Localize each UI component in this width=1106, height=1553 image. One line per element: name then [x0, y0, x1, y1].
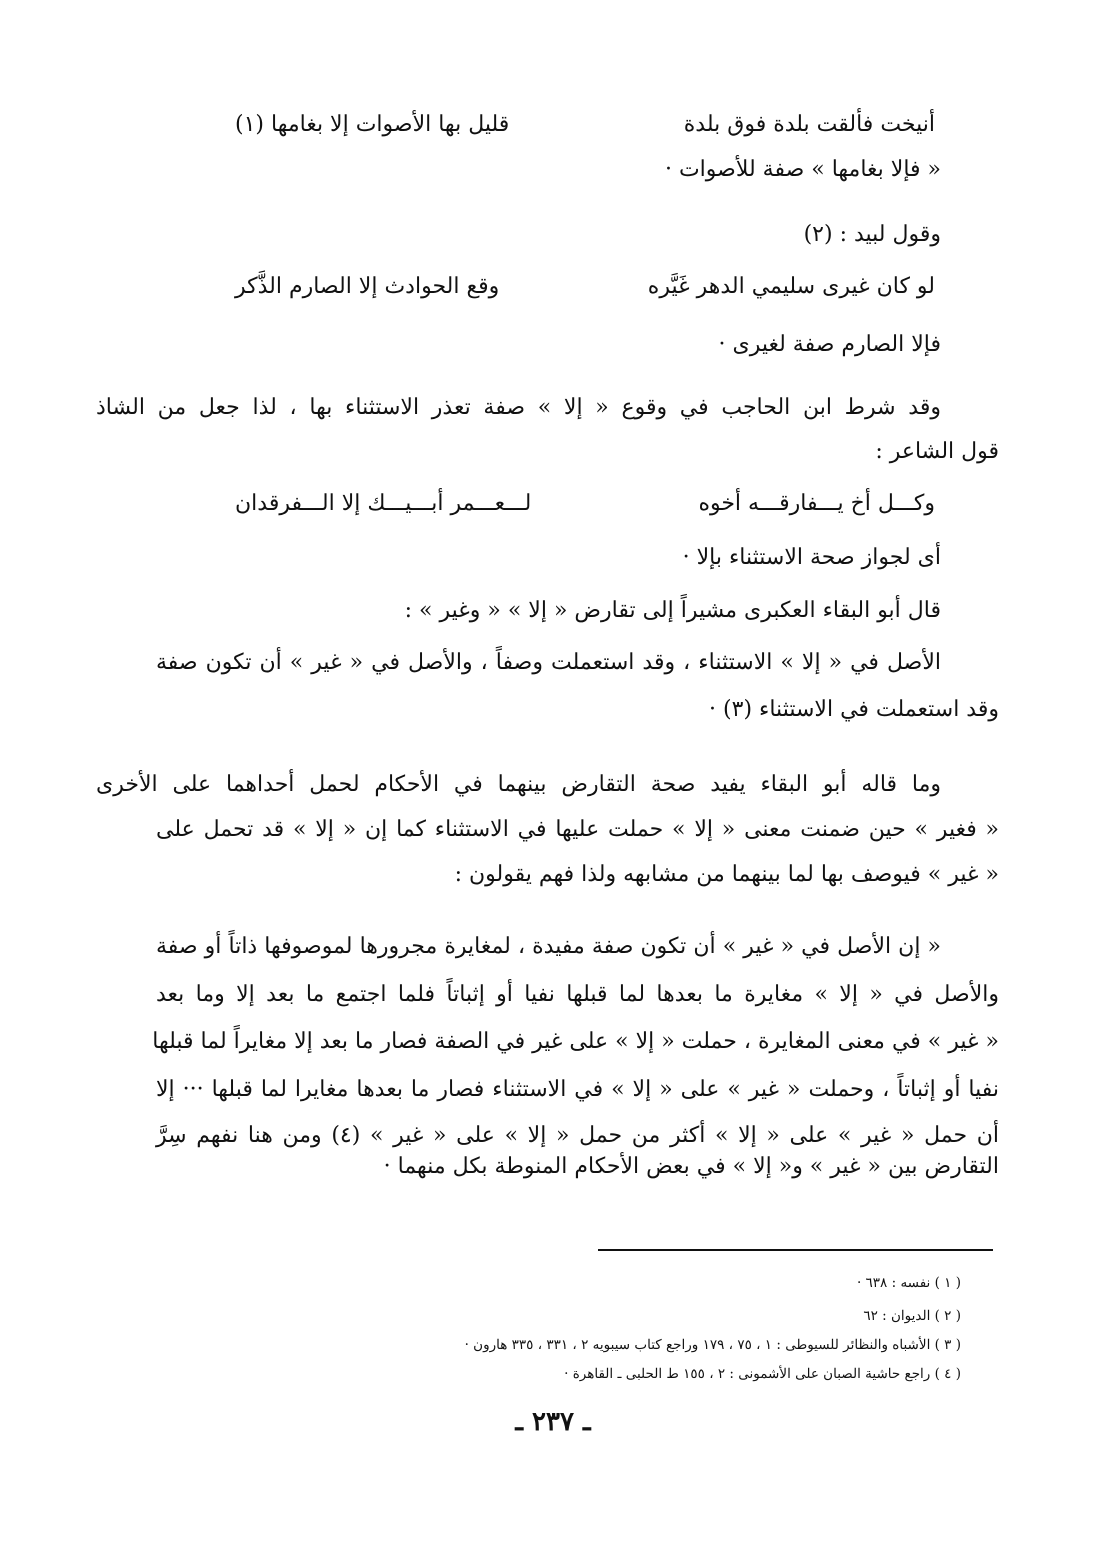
footnote-4: ( ٤ ) راجع حاشية الصبان على الأشمونى : ٢ ، ١٥٥ ط الحلبى ـ القاهرة ·	[564, 1365, 961, 1382]
footnote-1: ( ١ ) نفسه : ٦٣٨ ·	[856, 1274, 961, 1291]
paragraph-3-line-2: « فغير » حين ضمنت معنى « إلا » حملت عليها في الاستثناء كما إن « إلا » قد تحمل على	[156, 817, 999, 842]
footnote-3: ( ٣ ) الأشباه والنظائر للسيوطى : ١ ، ٧٥ ، ١٧٩ وراجع كتاب سيبويه ٢ ، ٣٣١ ، ٣٣٥ هارون ·	[464, 1336, 961, 1353]
verse-2-first-hemistich: لو كان غيرى سليمي الدهر غَيَّره	[647, 274, 935, 299]
paragraph-4-line-5: أن حمل « غير » على « إلا » أكثر من حمل « إلا » على « غير » (٤) ومن هنا نفهم سِرَّ	[156, 1123, 999, 1148]
paragraph-3-line-3: « غير » فيوصف بها لما بينهما من مشابهه ولذا فهم يقولون :	[454, 862, 999, 887]
verse-3	[235, 489, 935, 519]
verse-1	[235, 110, 935, 140]
verse-1-first-hemistich: أنيخت فألقت بلدة فوق بلدة	[683, 112, 935, 137]
paragraph-4-line-1: « إن الأصل في « غير » أن تكون صفة مفيدة ، لمغايرة مجرورها لموصوفها ذاتاً أو صفة	[156, 934, 941, 959]
verse-2	[235, 272, 935, 302]
paragraph-1-line-1: وقد شرط ابن الحاجب في وقوع « إلا » صفة تعذر الاستثناء بها ، لذا جعل من الشاذ	[96, 395, 941, 420]
verse-2-second-hemistich: وقع الحوادث إلا الصارم الذَّكر	[235, 274, 500, 299]
page-number: ـ ٢٣٧ ـ	[515, 1407, 591, 1437]
paragraph-1-line-2: قول الشاعر :	[875, 439, 999, 464]
note-line-3: أى لجواز صحة الاستثناء بإلا ·	[682, 545, 941, 570]
paragraph-3-line-1: وما قاله أبو البقاء يفيد صحة التقارض بينهما في الأحكام لحمل أحداهما على الأخرى	[96, 772, 941, 797]
paragraph-4-line-2: والأصل في « إلا » مغايرة ما بعدها لما قبلها نفيا أو إثباتاً فلما اجتمع ما بعد إلا وما بعد	[156, 982, 999, 1007]
verse-1-second-hemistich: قليل بها الأصوات إلا بغامها (١)	[235, 112, 510, 137]
paragraph-2-line-1: الأصل في « إلا » الاستثناء ، وقد استعملت وصفاً ، والأصل في « غير » أن تكون صفة	[156, 650, 941, 675]
intro-line-labid: وقول لبيد : (٢)	[803, 222, 941, 247]
intro-line-abu-baqa: قال أبو البقاء العكبرى مشيراً إلى تقارض « إلا » « وغير » :	[404, 598, 941, 623]
verse-3-first-hemistich: وكـــل أخ يـــفارقـــه أخوه	[698, 491, 935, 516]
paragraph-4-line-6: التقارض بين « غير » و« إلا » في بعض الأحكام المنوطة بكل منهما ·	[383, 1154, 999, 1179]
footnote-2: ( ٢ ) الديوان : ٦٢	[863, 1307, 961, 1324]
paragraph-4-line-4: نفيا أو إثباتاً ، وحملت « غير » على « إلا » في الاستثناء فصار ما بعدها مغايرا لما قبلها ··· إلا	[156, 1077, 999, 1102]
verse-3-second-hemistich: لـــعـــمر أبـــيـــك إلا الـــفرقدان	[235, 491, 532, 516]
note-line-2: فإلا الصارم صفة لغيرى ·	[718, 332, 941, 357]
note-line-1: « فإلا بغامها » صفة للأصوات ·	[664, 157, 941, 182]
paragraph-2-line-2: وقد استعملت في الاستثناء (٣) ·	[709, 697, 999, 722]
paragraph-4-line-3: « غير » في معنى المغايرة ، حملت « إلا » على غير في الصفة فصار ما بعد إلا مغايراً لما قبلها	[152, 1029, 999, 1054]
footnote-separator	[598, 1249, 993, 1251]
